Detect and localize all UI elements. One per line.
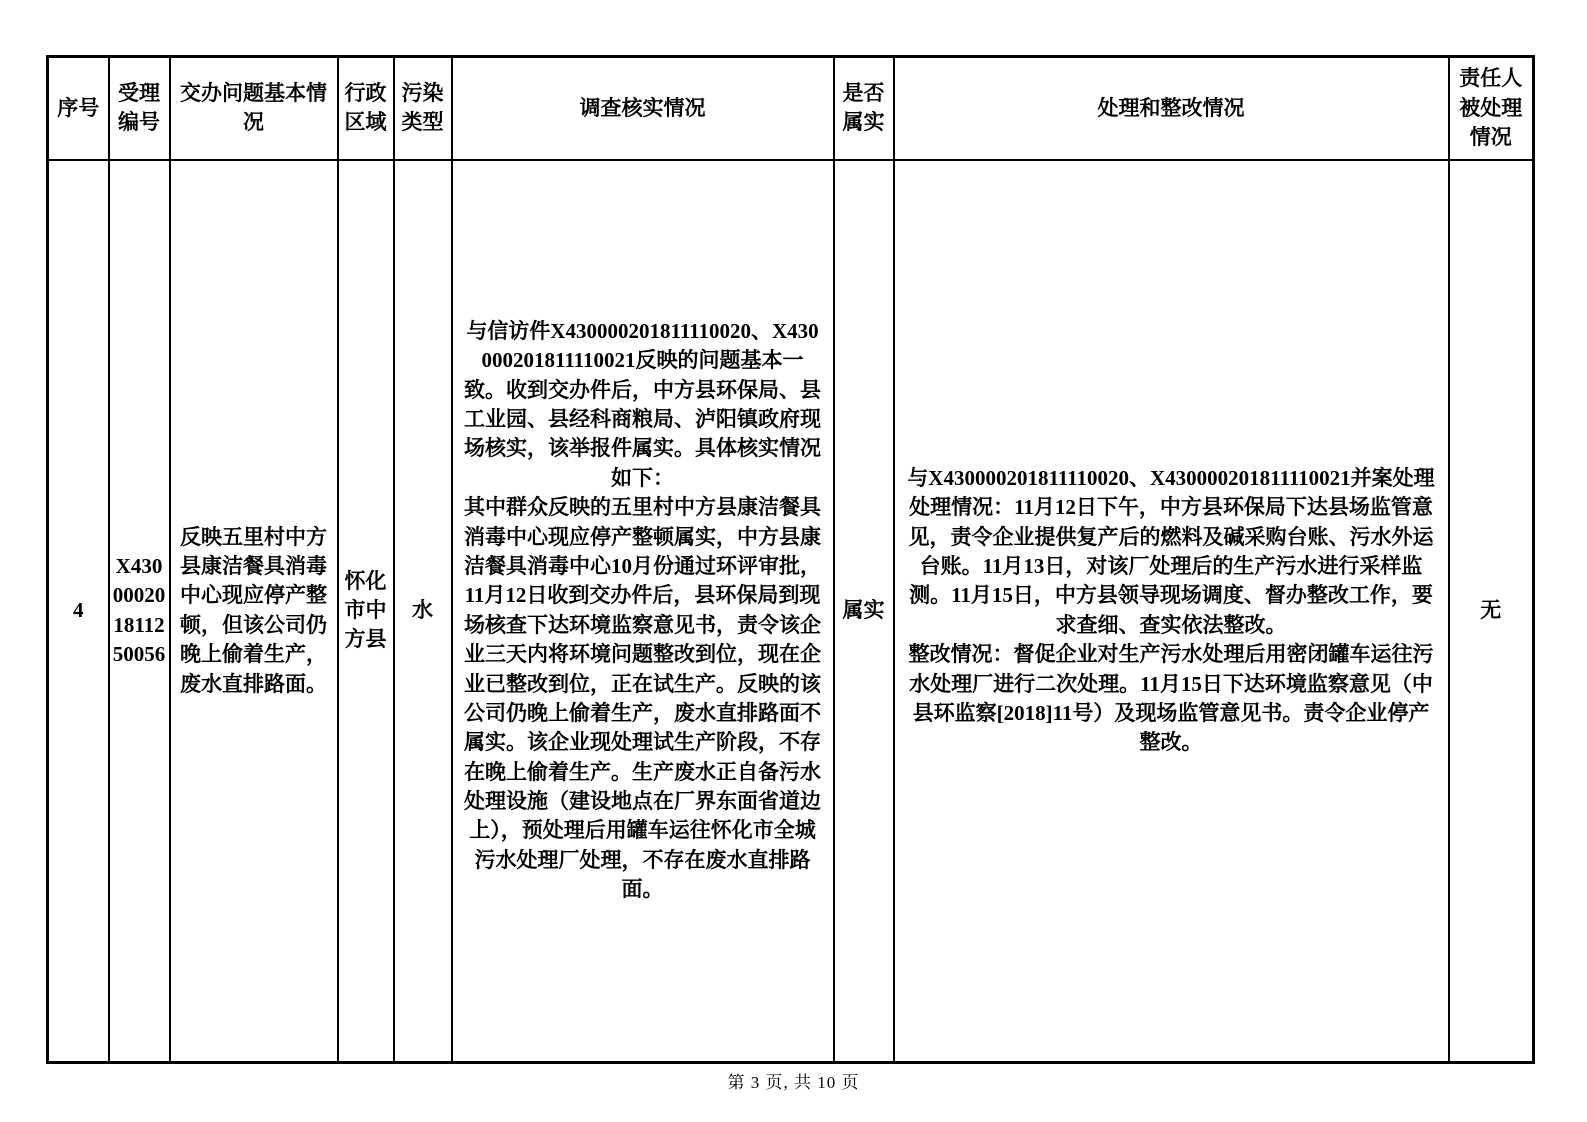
complaints-table [46,55,1535,1064]
cell-admin-region: 怀化市中方县 [338,160,394,1063]
column-header-region: 行政区域 [338,57,394,160]
cell-serial-number: 4 [48,160,109,1063]
rectification-text: 督促企业对生产污水处理后用密闭罐车运往污水处理厂进行二次处理。11月15日下达环境监察意见（中县环监察[2018]11号）及现场监管意见书。责令企业停产整改。 [909,642,1434,755]
cell-investigation [452,160,834,1063]
remediation-handling [904,493,1439,640]
column-header-investigation: 调查核实情况 [452,57,834,160]
column-header-responsible-person: 责任人被处理情况 [1449,57,1534,160]
column-header-pollution-type: 污染类型 [394,57,452,160]
column-header-verified: 是否属实 [834,57,894,160]
cell-responsible-person: 无 [1449,160,1534,1063]
handling-text: 11月12日下午，中方县环保局下达县场监管意见，责令企业提供复产后的燃料及碱采购台账、污水外运台账。11月13日，对该厂处理后的生产污水进行采样监测。11月15日，中方县领导现场调度、督办整改工作，要求查细、查实依法整改。 [908,495,1434,637]
handling-label: 处理情况： [909,495,1015,520]
column-header-issue: 交办问题基本情况 [170,57,338,160]
table-row [48,160,1534,1063]
column-header-serial: 序号 [48,57,109,160]
cell-pollution-type: 水 [394,160,452,1063]
remediation-merge-note: 与X430000201811110020、X430000201811110021并案处理 [907,465,1435,490]
column-header-remediation: 处理和整改情况 [894,57,1449,160]
cell-remediation [894,160,1449,1063]
rectification-label: 整改情况： [908,642,1014,667]
cell-verified: 属实 [834,160,894,1063]
remediation-rectification [904,640,1439,758]
column-header-case-id: 受理编号 [109,57,170,160]
investigation-paragraph-1: 与信访件X430000201811110020、X430000201811110021反映的问题基本一致。收到交办件后，中方县环保局、县工业园、县经科商粮局、泸阳镇政府现场核实，该举报件属实。具体核实情况如下： [464,318,821,490]
page-number: 第 3 页, 共 10 页 [727,1073,860,1092]
cell-issue-description: 反映五里村中方县康洁餐具消毒中心现应停产整顿，但该公司仍晚上偷着生产，废水直排路面。 [170,160,338,1063]
investigation-paragraph-2: 其中群众反映的五里村中方县康洁餐具消毒中心现应停产整顿属实，中方县康洁餐具消毒中心10月份通过环评审批，11月12日收到交办件后，县环保局到现场核查下达环境监察意见书，责令该企业三天内将环境问题整改到位，现在企业已整改到位，正在试生产。反映的该公司仍晚上偷着生产，废水直排路面不属实。该企业现处理试生产阶段，不存在晚上偷着生产。生产废水正自备污水处理设施（建设地点在厂界东面省道边上），预处理后用罐车运往怀化市全城污水处理厂处理，不存在废水直排路面。 [464,495,821,902]
cell-case-id: X430000201811250056 [109,160,170,1063]
table-header-row [48,57,1534,160]
